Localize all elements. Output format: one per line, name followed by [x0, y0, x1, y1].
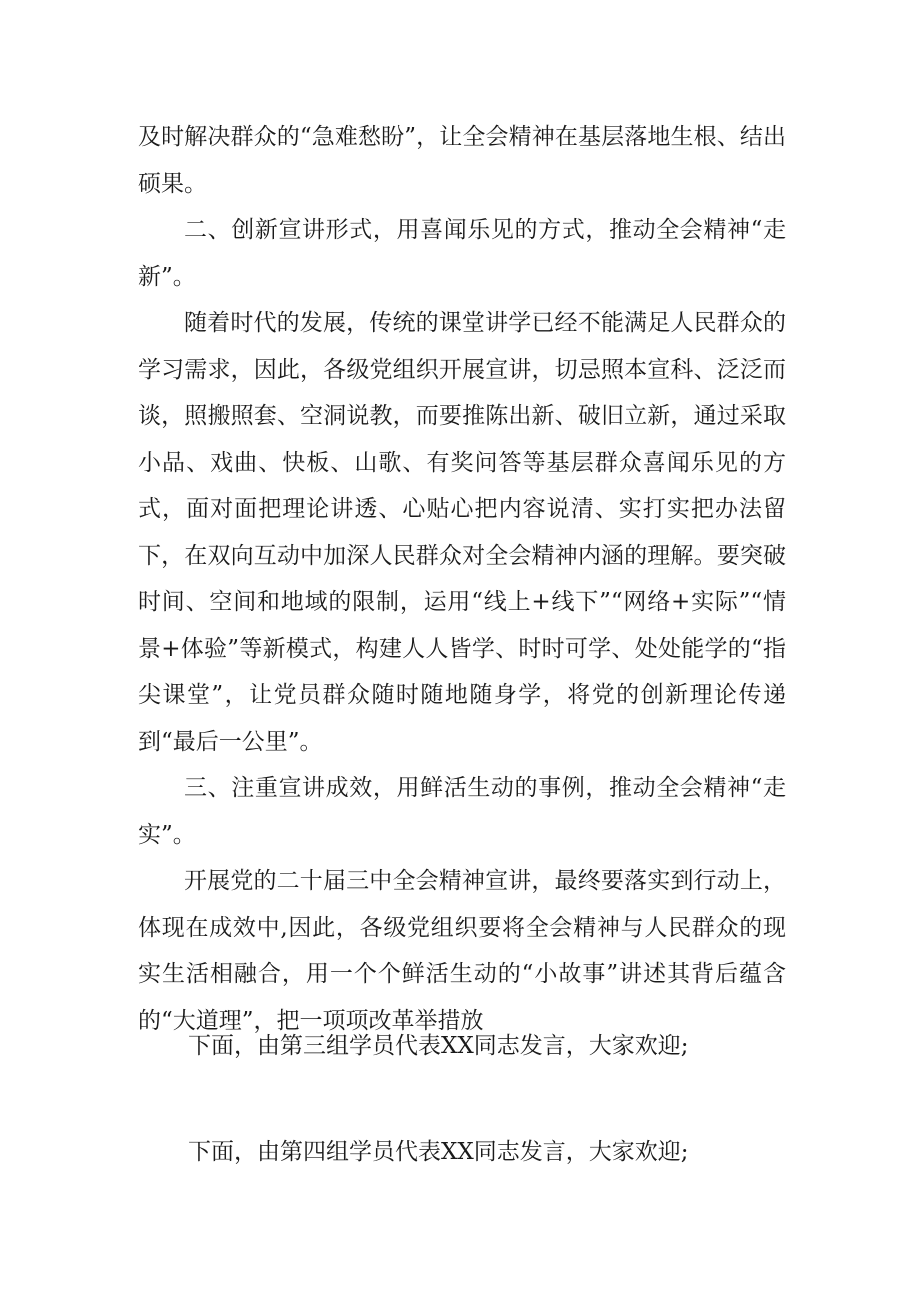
section-heading-2: 二、创新宣讲形式，用喜闻乐见的方式，推动全会精神“走新”。 [138, 217, 786, 290]
paragraph-section-2: 随着时代的发展，传统的课堂讲学已经不能满足人民群众的学习需求，因此，各级党组织开展宣讲，切忌照本宣科、泛泛而谈，照搬照套、空洞说教，而要推陈出新、破旧立新，通过采取小品、戏曲、快板、山歌、有奖问答等基层群众喜闻乐见的方式，面对面把理论讲透、心贴心把内容说清、实打实把办法留下，在双向互动中加深人民群众对全会精神内涵的理解。要突破时间、空间和地域的限制，运用“线上+线下”“网络+实际”“情景+体验”等新模式，构建人人皆学、时时可学、处处能学的“指尖课堂”，让党员群众随时随地随身学，将党的创新理论传递到“最后一公里”。 [138, 310, 786, 755]
paragraph-section-3: 开展党的二十届三中全会精神宣讲，最终要落实到行动上，体现在成效中,因此，各级党组织要将全会精神与人民群众的现实生活相融合，用一个个鲜活生动的“小故事”讲述其背后蕴含的“大道理”，把一项项改革举措放 [138, 868, 786, 1034]
section-heading-3: 三、注重宣讲成效，用鲜活生动的事例，推动全会精神“走实”。 [138, 775, 786, 848]
document-body [138, 114, 786, 1044]
speaker-line-group-4: 下面，由第四组学员代表XX同志发言，大家欢迎; [188, 1139, 689, 1165]
speaker-line-group-3: 下面，由第三组学员代表XX同志发言，大家欢迎; [188, 1033, 689, 1059]
paragraph-continuation: 及时解决群众的“急难愁盼”，让全会精神在基层落地生根、结出硕果。 [138, 124, 786, 197]
